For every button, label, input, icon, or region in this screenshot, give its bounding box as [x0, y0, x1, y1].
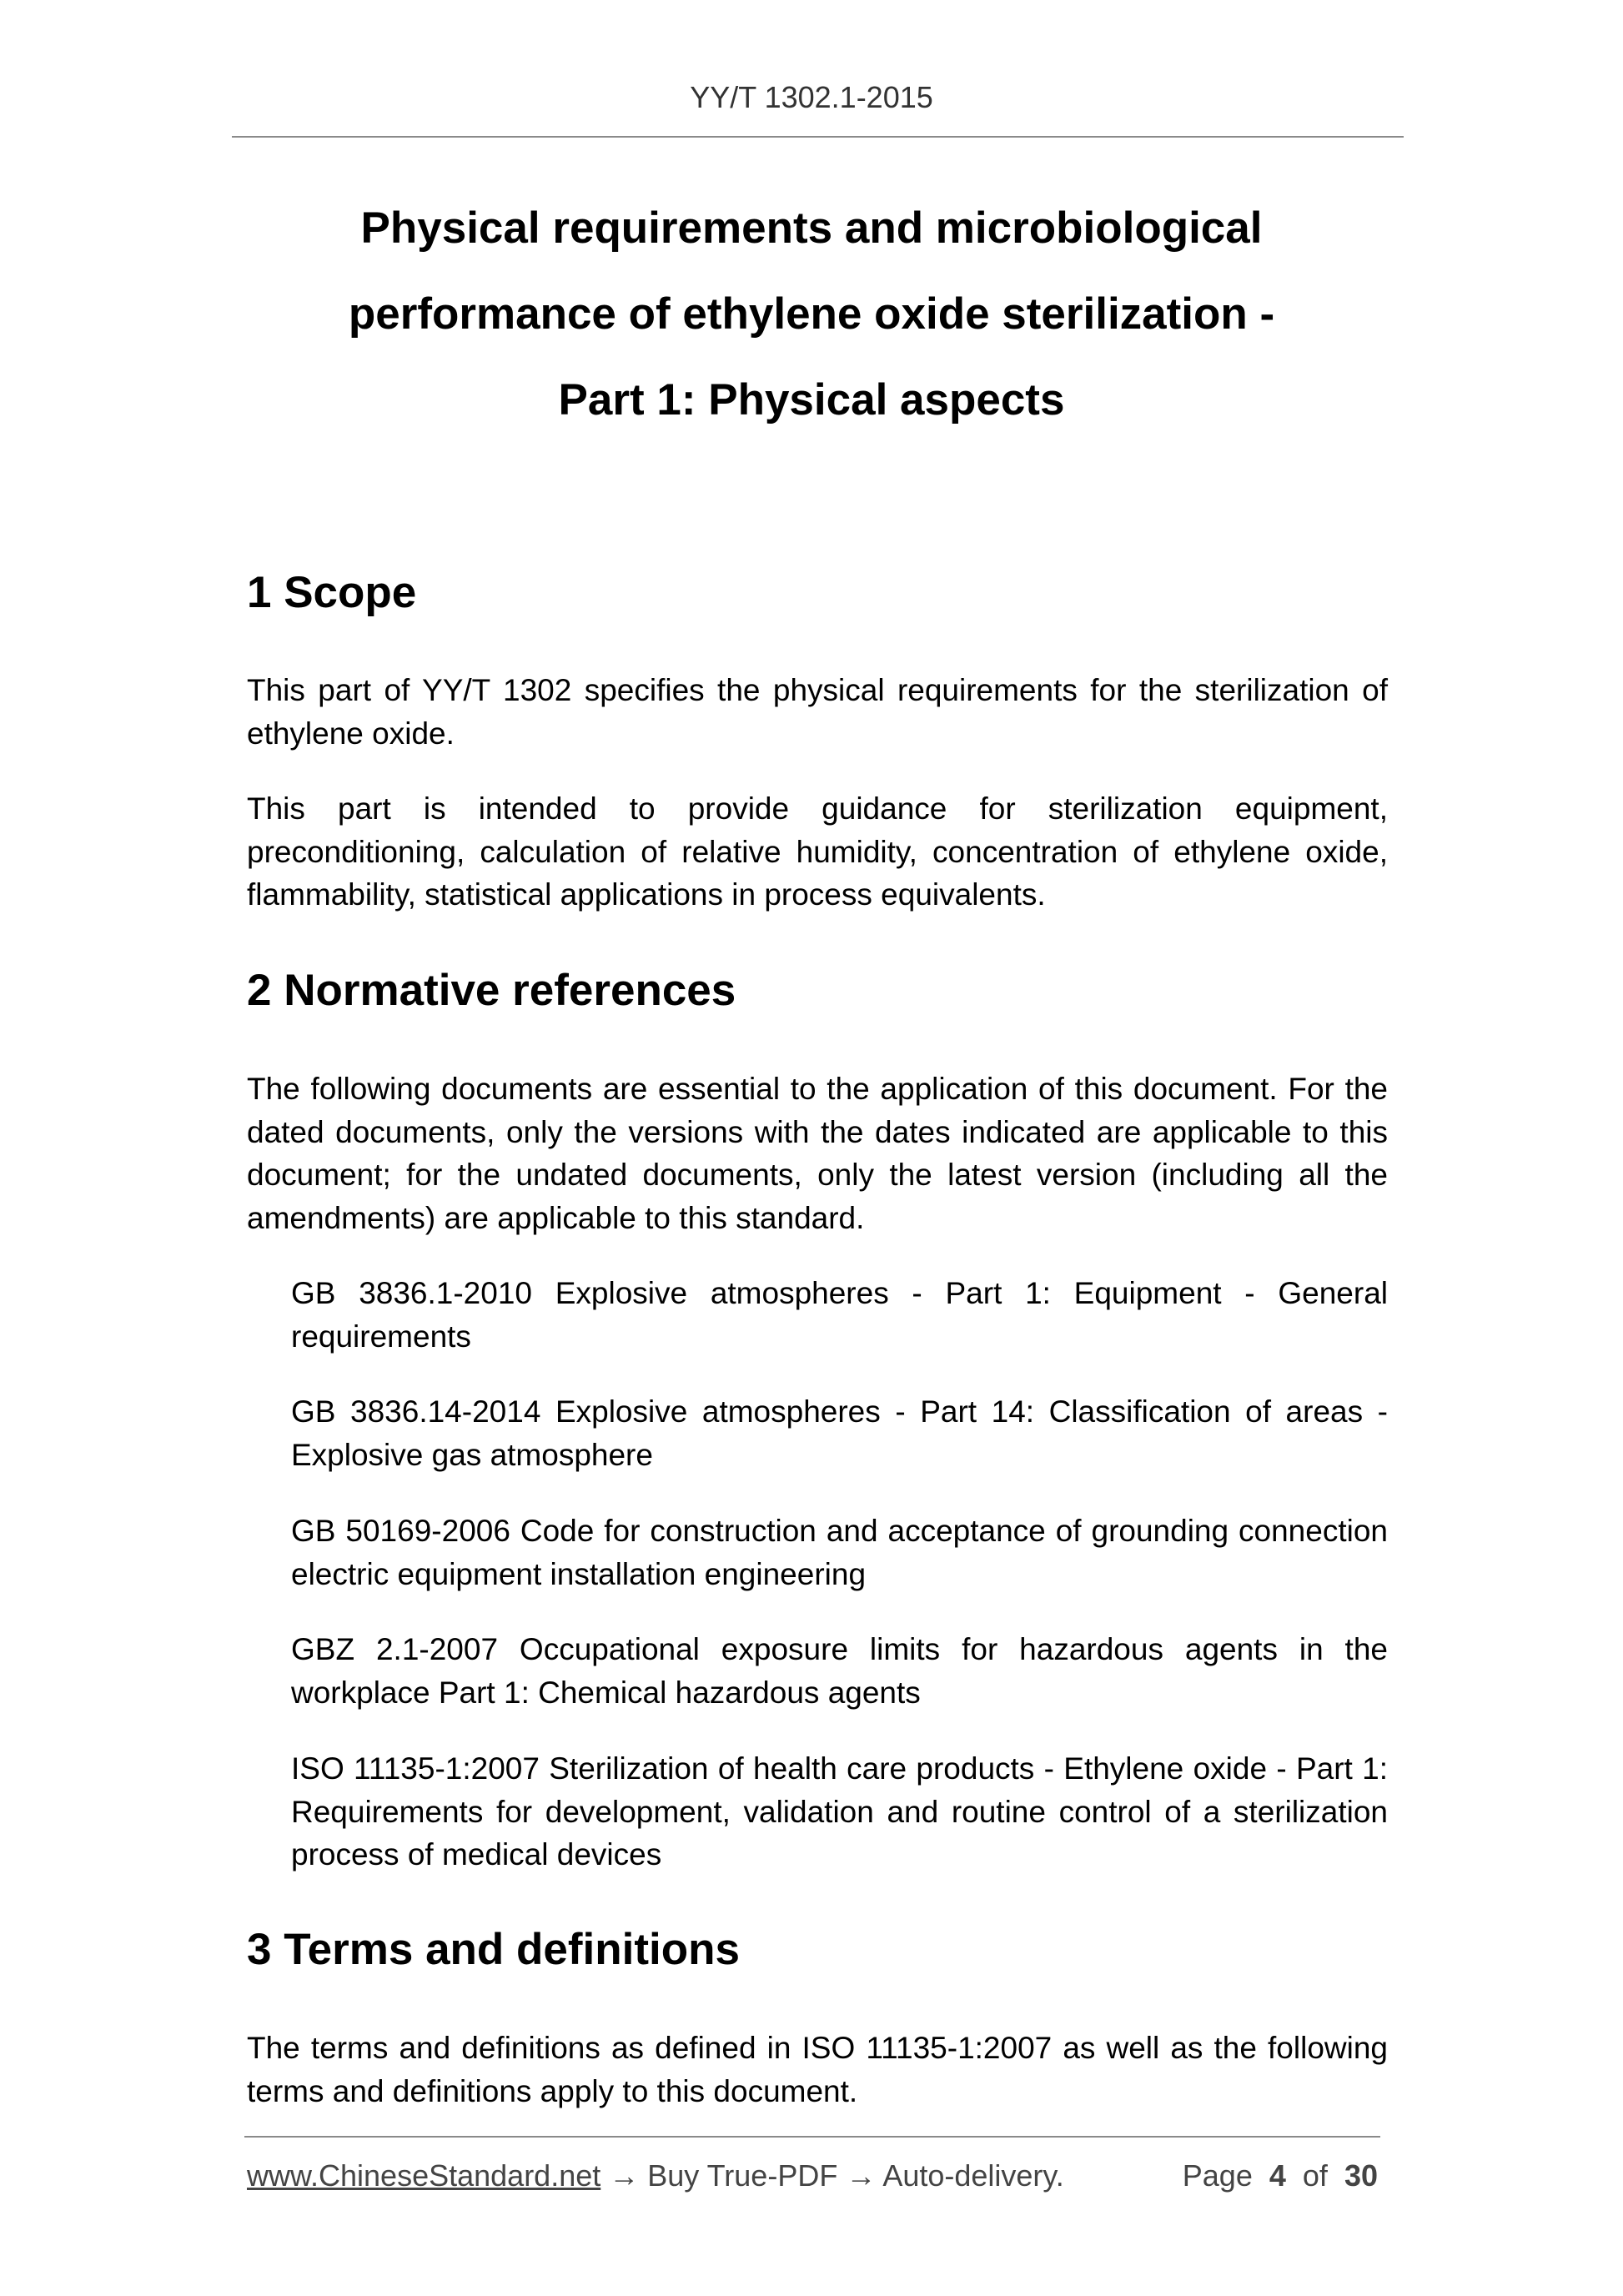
section-heading-normative-references: 2 Normative references	[247, 966, 736, 1015]
section-heading-scope: 1 Scope	[247, 568, 417, 617]
reference-item: GB 3836.14-2014 Explosive atmospheres - Part 14: Classification of areas - Explosive gas atmosphere	[291, 1394, 1388, 1472]
title-line-2: performance of ethylene oxide sterilization -	[348, 289, 1275, 339]
scope-paragraph-1: This part of YY/T 1302 specifies the physical requirements for the sterilization of ethylene oxide.	[247, 673, 1388, 751]
page-footer	[247, 2158, 1378, 2193]
footer-divider	[244, 2136, 1380, 2138]
document-title	[0, 185, 1623, 443]
section-heading-terms-definitions: 3 Terms and definitions	[247, 1925, 740, 1974]
reference-item: GB 3836.1-2010 Explosive atmospheres - Part 1: Equipment - General requirements	[291, 1276, 1388, 1354]
reference-item: GB 50169-2006 Code for construction and acceptance of grounding connection electric equipment installation engineering	[291, 1514, 1388, 1591]
title-line-1: Physical requirements and microbiological	[360, 203, 1263, 253]
terms-paragraph: The terms and definitions as defined in ISO 11135-1:2007 as well as the following terms and definitions apply to this document.	[247, 2031, 1388, 2108]
reference-item: GBZ 2.1-2007 Occupational exposure limits for hazardous agents in the workplace Part 1: Chemical hazardous agents	[291, 1632, 1388, 1710]
page-number: Page 4 of 30	[1182, 2158, 1378, 2193]
scope-paragraph-2: This part is intended to provide guidance for sterilization equipment, preconditioning, calculation of relative humidity, concentration of ethylene oxide, flammability, statistical applications in process equivalents.	[247, 791, 1388, 912]
header-divider	[232, 136, 1404, 138]
footer-source	[247, 2158, 1064, 2193]
header-standard-code: YY/T 1302.1-2015	[690, 80, 933, 114]
normative-intro-paragraph: The following documents are essential to the application of this document. For the dated documents, only the versions with the dates indicated are applicable to this document; for the undated documents, only the latest version (including all the amendments) are applicable to this standard.	[247, 1072, 1388, 1235]
title-line-3: Part 1: Physical aspects	[558, 375, 1065, 425]
footer-website-link[interactable]: www.ChineseStandard.net	[247, 2158, 601, 2193]
reference-item: ISO 11135-1:2007 Sterilization of health care products - Ethylene oxide - Part 1: Requirements for development, validation and routine control of a sterilization process of medical devices	[291, 1751, 1388, 1871]
footer-delivery-text: → Buy True-PDF → Auto-delivery.	[600, 2158, 1064, 2193]
